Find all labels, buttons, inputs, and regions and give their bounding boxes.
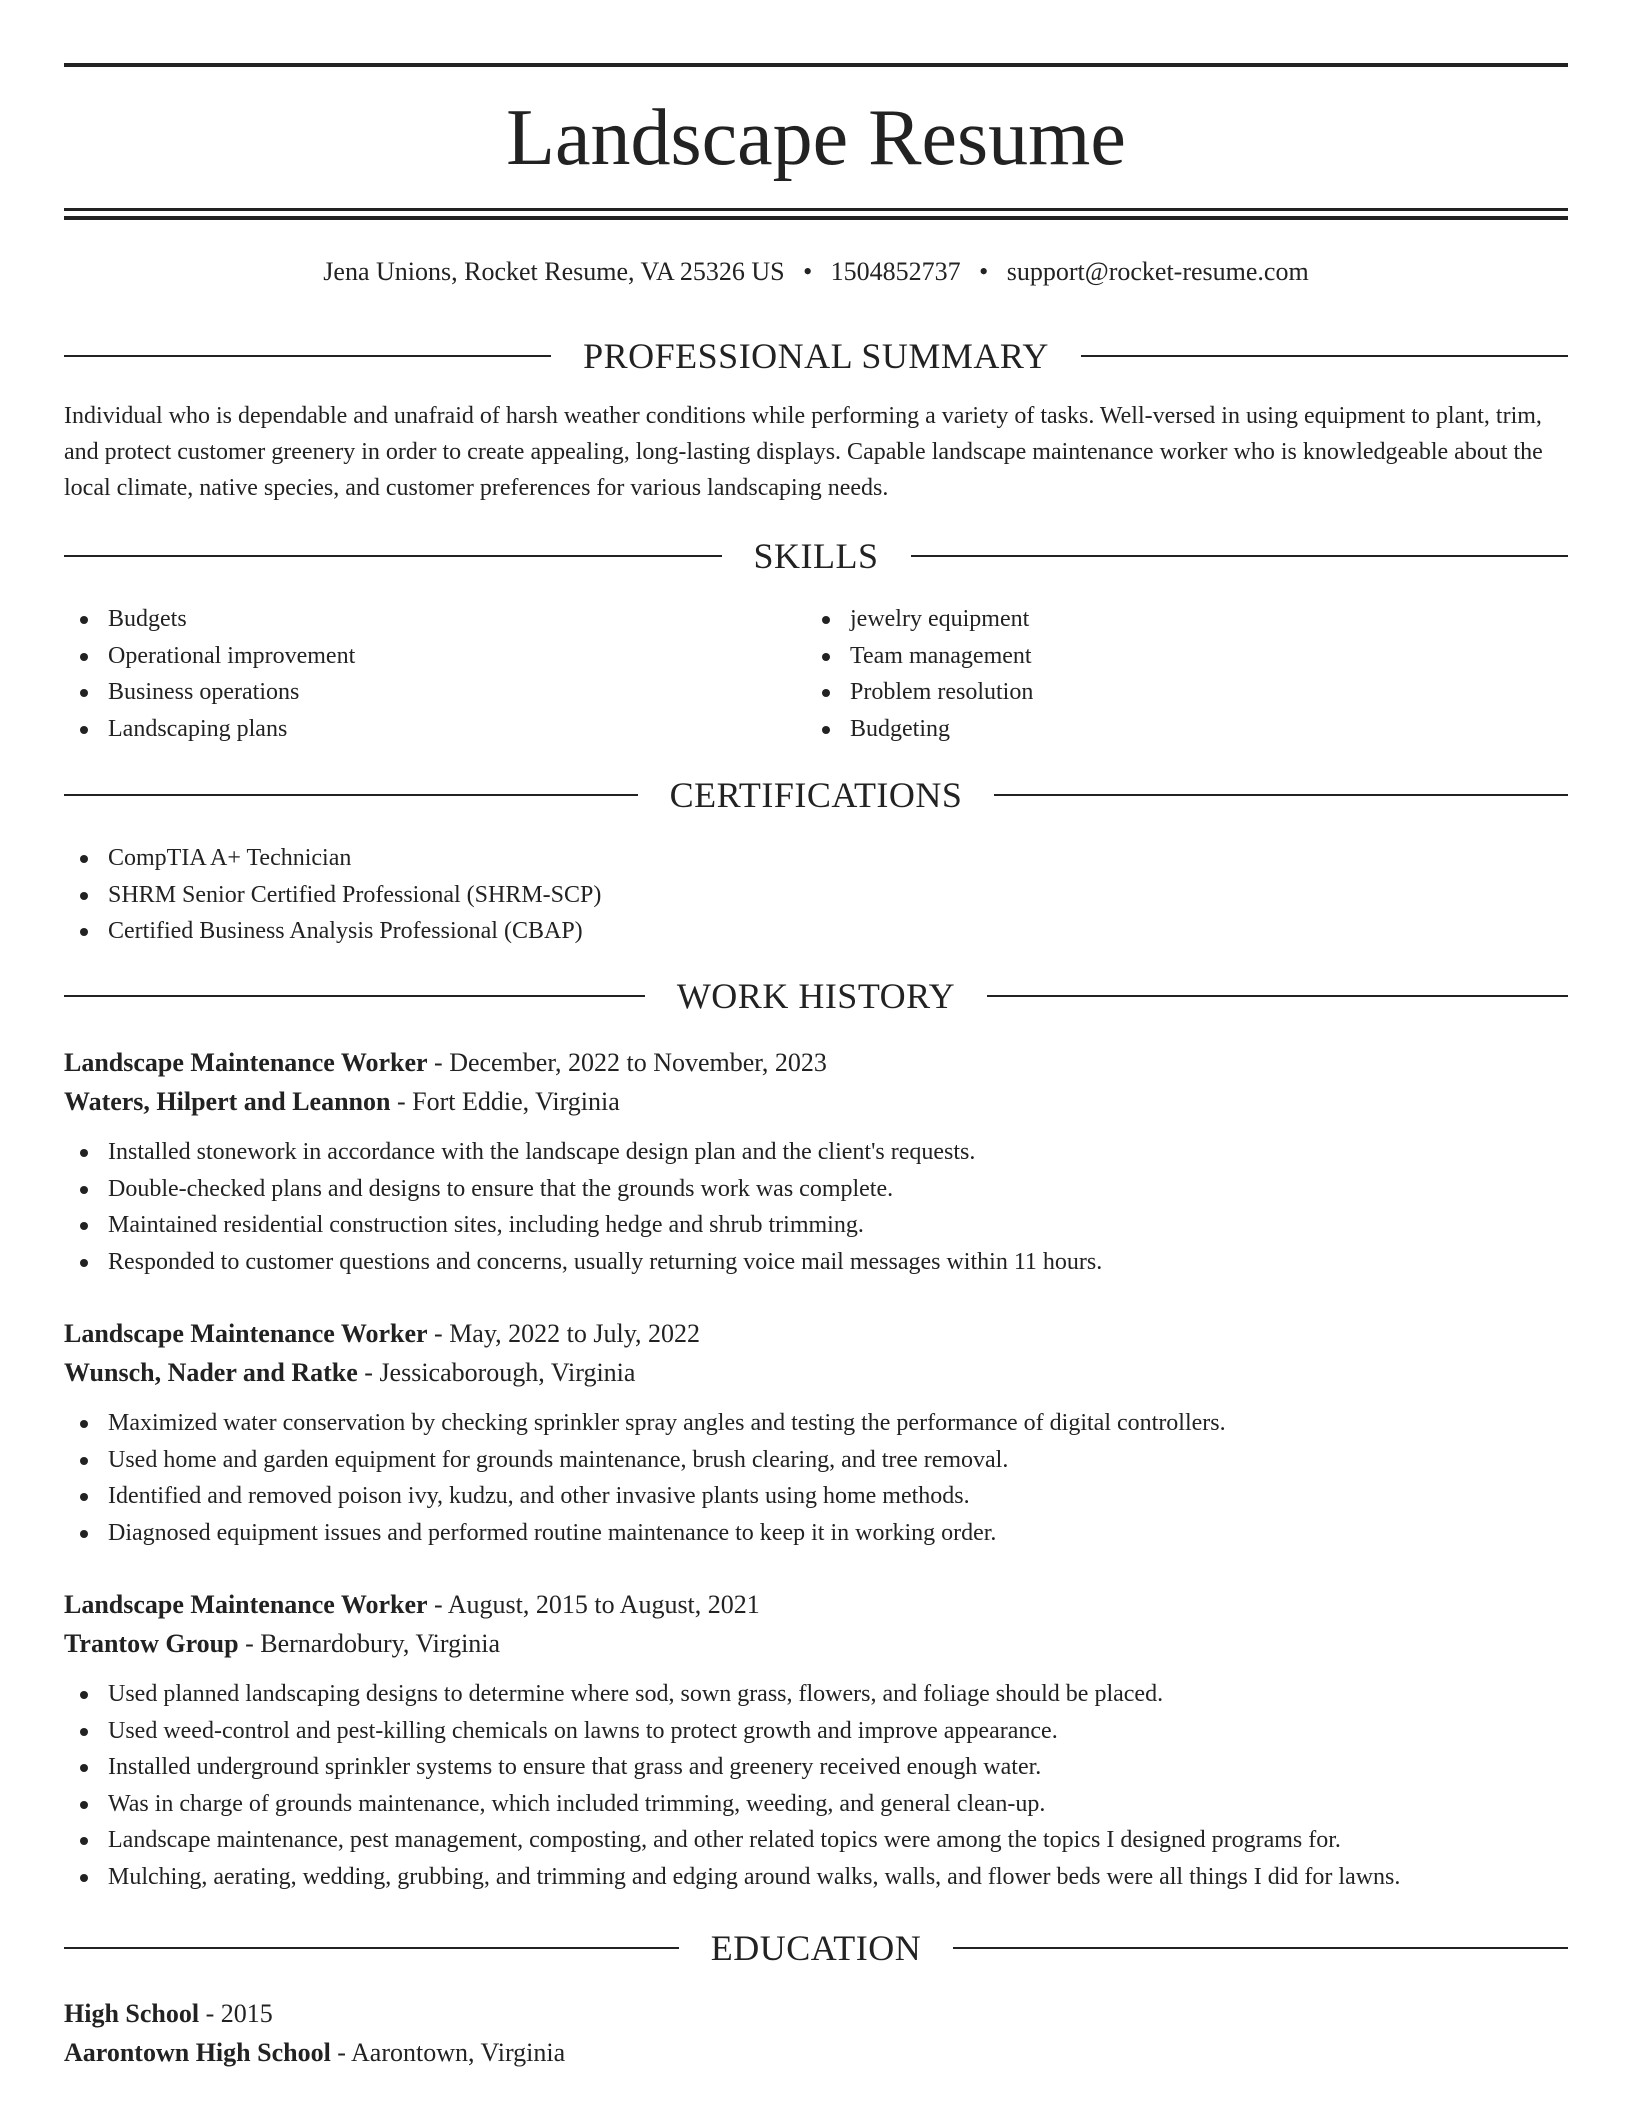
job-bullet: Maintained residential construction sites, including hedge and shrub trimming. <box>64 1207 1568 1244</box>
job-bullets <box>64 1405 1568 1551</box>
skill-item: Business operations <box>64 674 784 711</box>
job-bullet: Installed stonework in accordance with the landscape design plan and the client's requests. <box>64 1134 1568 1171</box>
certifications-heading: CERTIFICATIONS <box>669 775 963 815</box>
job-dates: - May, 2022 to July, 2022 <box>427 1319 701 1348</box>
job-bullet: Landscape maintenance, pest management, composting, and other related topics were among the topics I designed programs for. <box>64 1822 1568 1859</box>
skill-item: Budgeting <box>806 711 1526 748</box>
job-company-line <box>64 1624 1568 1663</box>
header-top-rule <box>64 63 1568 67</box>
job-title: Landscape Maintenance Worker <box>64 1590 428 1619</box>
summary-text: Individual who is dependable and unafraid of harsh weather conditions while performing a variety of tasks. Well-versed in using equipment to plant, trim, and protect customer greenery in order to create appealing, long-lasting displays. Capable landscape maintenance worker who is knowledgeable about the local climate, native species, and customer preferences for various landscaping needs. <box>64 403 1543 501</box>
summary-heading-row <box>64 332 1568 380</box>
job-bullet: Responded to customer questions and concerns, usually returning voice mail messages within 11 hours. <box>64 1244 1568 1281</box>
job-bullets <box>64 1134 1568 1280</box>
skill-item: Problem resolution <box>806 674 1526 711</box>
skills-list-right <box>806 601 1526 747</box>
job-location: - Fort Eddie, Virginia <box>390 1087 620 1116</box>
certifications-heading-row <box>64 771 1568 819</box>
resume-title: Landscape Resume <box>506 94 1126 182</box>
section-divider <box>953 1947 1568 1949</box>
job-bullet: Double-checked plans and designs to ensure that the grounds work was complete. <box>64 1171 1568 1208</box>
skill-item: Team management <box>806 638 1526 675</box>
job-company: Waters, Hilpert and Leannon <box>64 1087 391 1116</box>
job-location: - Jessicaborough, Virginia <box>357 1358 636 1387</box>
section-divider <box>911 555 1569 557</box>
job-bullet: Mulching, aerating, wedding, grubbing, and trimming and edging around walks, walls, and flower beds were all things I did for lawns. <box>64 1859 1568 1896</box>
education-location: - Aarontown, Virginia <box>330 2038 566 2067</box>
skill-item: jewelry equipment <box>806 601 1526 638</box>
job-company: Wunsch, Nader and Ratke <box>64 1358 358 1387</box>
section-divider <box>64 1947 679 1949</box>
job-company: Trantow Group <box>64 1629 239 1658</box>
contact-line <box>64 252 1568 292</box>
education-heading: EDUCATION <box>710 1928 922 1968</box>
contact-separator: • <box>803 257 813 286</box>
certification-item: Certified Business Analysis Professional (CBAP) <box>64 913 1568 950</box>
education-degree-line <box>64 1994 1568 2033</box>
contact-separator: • <box>979 257 989 286</box>
section-divider <box>64 355 551 357</box>
job-bullet: Used home and garden equipment for grounds maintenance, brush clearing, and tree removal. <box>64 1442 1568 1479</box>
work-history-heading-row <box>64 972 1568 1020</box>
job-title-line <box>64 1043 1568 1082</box>
education-school: Aarontown High School <box>64 2038 331 2067</box>
education-heading-row <box>64 1924 1568 1972</box>
job-title-line <box>64 1314 1568 1353</box>
certification-item: CompTIA A+ Technician <box>64 840 1568 877</box>
skills-heading: SKILLS <box>753 536 879 576</box>
job-company-line <box>64 1353 1568 1392</box>
section-divider <box>994 794 1568 796</box>
education-degree: High School <box>64 1999 200 2028</box>
job-title: Landscape Maintenance Worker <box>64 1319 428 1348</box>
job-bullet: Installed underground sprinkler systems to ensure that grass and greenery received enough water. <box>64 1749 1568 1786</box>
skills-list-left <box>64 601 784 747</box>
section-divider <box>64 555 722 557</box>
certifications-list <box>64 840 1568 950</box>
skills-heading-row <box>64 532 1568 580</box>
header-bottom-rule <box>64 208 1568 211</box>
job-bullet: Maximized water conservation by checking sprinkler spray angles and testing the performance of digital controllers. <box>64 1405 1568 1442</box>
job-title-line <box>64 1585 1568 1624</box>
job-bullets <box>64 1676 1568 1895</box>
job-bullet: Used weed-control and pest-killing chemicals on lawns to protect growth and improve appearance. <box>64 1713 1568 1750</box>
job-company-line <box>64 1082 1568 1121</box>
skill-item: Landscaping plans <box>64 711 784 748</box>
certification-item: SHRM Senior Certified Professional (SHRM-SCP) <box>64 877 1568 914</box>
section-divider <box>1081 355 1568 357</box>
job-bullet: Was in charge of grounds maintenance, which included trimming, weeding, and general clean-up. <box>64 1786 1568 1823</box>
section-divider <box>64 995 645 997</box>
contact-email: support@rocket-resume.com <box>1006 257 1309 286</box>
job-entry <box>64 1585 1568 1895</box>
education-entry <box>64 1994 1568 2072</box>
work-history-heading: WORK HISTORY <box>676 976 956 1016</box>
education-school-line <box>64 2033 1568 2072</box>
section-divider <box>64 794 638 796</box>
contact-address: Jena Unions, Rocket Resume, VA 25326 US <box>323 257 785 286</box>
job-entry <box>64 1314 1568 1551</box>
summary-heading: PROFESSIONAL SUMMARY <box>583 336 1049 376</box>
header-bottom-rule-thick <box>64 216 1568 220</box>
job-title: Landscape Maintenance Worker <box>64 1048 428 1077</box>
job-bullet: Diagnosed equipment issues and performed routine maintenance to keep it in working order. <box>64 1515 1568 1552</box>
job-dates: - December, 2022 to November, 2023 <box>427 1048 827 1077</box>
contact-phone: 1504852737 <box>830 257 961 286</box>
job-bullet: Used planned landscaping designs to determine where sod, sown grass, flowers, and foliage should be placed. <box>64 1676 1568 1713</box>
job-entry <box>64 1043 1568 1280</box>
job-location: - Bernardobury, Virginia <box>238 1629 501 1658</box>
skill-item: Budgets <box>64 601 784 638</box>
section-divider <box>987 995 1568 997</box>
job-bullet: Identified and removed poison ivy, kudzu, and other invasive plants using home methods. <box>64 1478 1568 1515</box>
job-dates: - August, 2015 to August, 2021 <box>427 1590 760 1619</box>
skill-item: Operational improvement <box>64 638 784 675</box>
education-year: - 2015 <box>199 1999 273 2028</box>
